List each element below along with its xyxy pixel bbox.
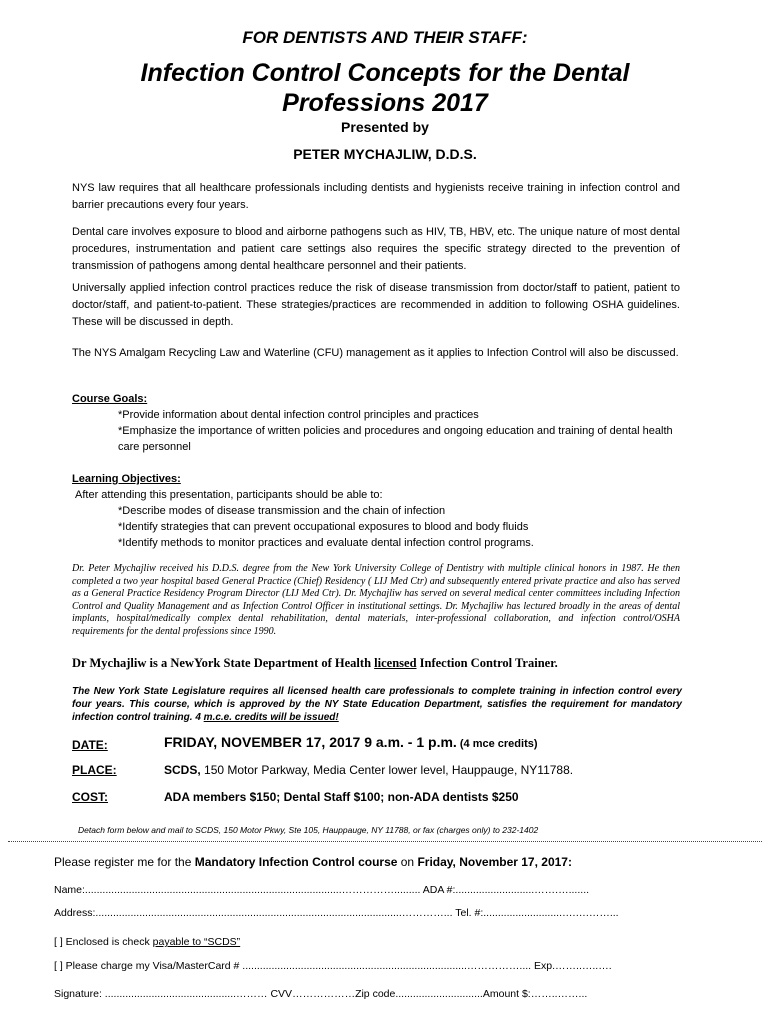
- objective-item: *Describe modes of disease transmission and the chain of infection: [118, 505, 446, 517]
- title-line-2: Professions 2017: [282, 89, 488, 117]
- learning-objectives-heading: Learning Objectives:: [72, 473, 181, 485]
- intro-paragraph-exposure: Dental care involves exposure to blood and airborne pathogens such as HIV, TB, HBV, etc. The unique nature of most dental procedures, instrumentation and patient care settings also requires the specific strategy directed to the prevention of transmission of pathogens among dental healthcare personnel and their patients.: [72, 226, 680, 272]
- course-goals: [72, 391, 684, 455]
- objective-item: *Identify strategies that can prevent occupational exposures to blood and body fluids: [118, 521, 529, 533]
- trainer-text-end: Infection Control Trainer.: [416, 656, 558, 670]
- credits-notice: m.c.e. credits will be issued!: [203, 712, 339, 723]
- intro-paragraph-amalgam: The NYS Amalgam Recycling Law and Waterline (CFU) management as it applies to Infection Control will also be discussed.: [72, 347, 679, 359]
- presented-by: Presented by: [341, 119, 429, 135]
- learning-objectives: [72, 471, 684, 551]
- trainer-text-start: Dr Mychajliw is a NewYork State Department of Health: [72, 656, 375, 670]
- signature-field[interactable]: Signature: .............................................……… CVV………………Zip code..............................Amount $:……..……...: [54, 988, 588, 1000]
- registration-intro: [54, 855, 714, 869]
- date-credits: (4 mce credits): [456, 738, 538, 750]
- course-goals-heading: Course Goals:: [72, 393, 148, 405]
- place-label: PLACE:: [72, 763, 117, 777]
- trainer-statement: [72, 656, 692, 671]
- presenter-bio: Dr. Peter Mychajliw received his D.D.S. degree from the New York University College of Dentistry with multiple clinical honors in 1987. He then completed a two year hospital based General Practice (Chief) Residency ( LIJ Med Ctr) and subsequently entered private practice and also has served as a General Practice Residency Program Director (LIJ Med Ctr). Dr. Mychajliw has served on several medical center committees including Infection Control and Quality Management and as Infection Control Officer in institutional settings. Dr. Mychajliw has lectured broadly in the areas of dental implants, hospital/medically complex dental rehabilitation, dental materials, inter-professional collaboration, and infection control/OSHA requirements for the dental professions since 1990.: [72, 563, 680, 637]
- check-option[interactable]: [54, 936, 734, 948]
- legislature-notice: [72, 685, 682, 724]
- date-time: FRIDAY, NOVEMBER 17, 2017 9 a.m. - 1 p.m.: [164, 734, 457, 750]
- objectives-intro: After attending this presentation, participants should be able to:: [75, 489, 383, 501]
- date-label: DATE:: [72, 738, 108, 752]
- name-ada-field[interactable]: Name:........................................................................................……………......... ADA #:...........................…….….......: [54, 884, 590, 896]
- place-value: [164, 763, 573, 777]
- title-line-1: Infection Control Concepts for the Dental: [140, 59, 630, 87]
- audience-heading: FOR DENTISTS AND THEIR STAFF:: [242, 28, 528, 47]
- trainer-licensed: licensed: [374, 656, 417, 670]
- goal-item: *Provide information about dental infection control principles and practices: [118, 409, 479, 421]
- registration-course: Mandatory Infection Control course: [194, 855, 398, 869]
- check-checkbox[interactable]: [ ] Enclosed is check: [54, 936, 153, 948]
- presenter-name: PETER MYCHAJLIW, D.D.S.: [293, 146, 477, 162]
- goal-item: *Emphasize the importance of written policies and procedures and ongoing education and training of dental health care personnel: [118, 425, 673, 453]
- date-value: [164, 734, 538, 750]
- registration-on: on: [397, 855, 418, 869]
- registration-text: Please register me for the: [54, 855, 195, 869]
- place-address: 150 Motor Parkway, Media Center lower level, Hauppauge, NY11788.: [200, 763, 574, 777]
- address-tel-field[interactable]: Address:.........................................................................................................…………... Tel. #:...........................….….……...: [54, 907, 619, 919]
- legislature-text: The New York State Legislature requires all licensed health care professionals to complete training in infection control every four years. This course, which is approved by the NY State Education Department, satisfies the requirement for mandatory infection control training. 4: [72, 686, 682, 723]
- page-title: [60, 58, 710, 118]
- cost-label: COST:: [72, 790, 108, 804]
- objective-item: *Identify methods to monitor practices and evaluate dental infection control programs.: [118, 537, 534, 549]
- cost-value: ADA members $150; Dental Staff $100; non-ADA dentists $250: [164, 790, 519, 804]
- check-payable: payable to “SCDS”: [152, 936, 241, 948]
- registration-date: Friday, November 17, 2017:: [417, 855, 572, 869]
- cut-line: [8, 841, 762, 842]
- intro-paragraph-practices: Universally applied infection control practices reduce the risk of disease transmission from doctor/staff to patient, patient to doctor/staff, and patient-to-patient. These strategies/practices are recommended in addition to following OSHA guidelines. These will be discussed in depth.: [72, 282, 680, 328]
- intro-paragraph-law: NYS law requires that all healthcare professionals including dentists and hygienists receive training in infection control and barrier precautions every four years.: [72, 182, 680, 211]
- card-option-field[interactable]: [ ] Please charge my Visa/MasterCard # .............................................................................…………….... Exp.……..…..….: [54, 960, 612, 972]
- detach-instructions: Detach form below and mail to SCDS, 150 Motor Pkwy, Ste 105, Hauppauge, NY 11788, or fax (charges only) to 232-1402: [78, 825, 539, 835]
- place-org: SCDS,: [164, 763, 201, 777]
